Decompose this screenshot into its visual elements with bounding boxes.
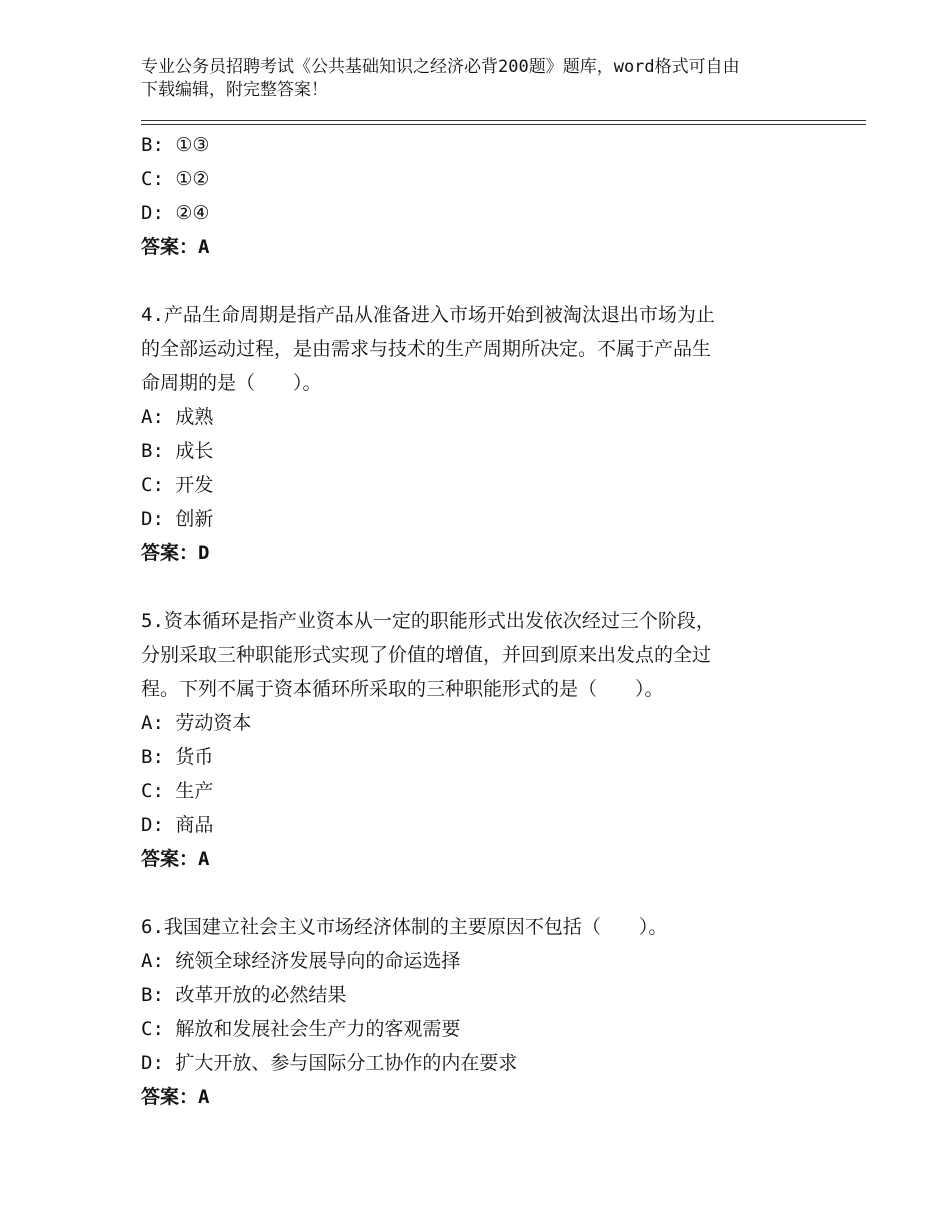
- question-text-line: 5.资本循环是指产业资本从一定的职能形式出发依次经过三个阶段，: [141, 610, 715, 632]
- option-c: C: ①②: [141, 168, 210, 190]
- header-divider-bottom: [141, 124, 866, 125]
- question-4: [141, 298, 841, 570]
- option-c: C: 开发: [141, 474, 214, 496]
- question-3: [141, 128, 841, 264]
- question-text-line: 4.产品生命周期是指产品从准备进入市场开始到被淘汰退出市场为止: [141, 304, 715, 326]
- question-text-line: 分别采取三种职能形式实现了价值的增值，并回到原来出发点的全过: [141, 644, 712, 666]
- answer: 答案：A: [141, 236, 210, 258]
- question-text-line: 6.我国建立社会主义市场经济体制的主要原因不包括（ ）。: [141, 916, 668, 938]
- question-text-line: 命周期的是（ ）。: [141, 372, 322, 394]
- answer: 答案：D: [141, 542, 210, 564]
- spacer: [141, 264, 841, 298]
- option-c: C: 解放和发展社会生产力的客观需要: [141, 1018, 461, 1040]
- option-d: D: ②④: [141, 202, 210, 224]
- question-text-line: 的全部运动过程，是由需求与技术的生产周期所决定。不属于产品生: [141, 338, 712, 360]
- option-b: B: 成长: [141, 440, 214, 462]
- spacer: [141, 876, 841, 910]
- question-6: [141, 910, 841, 1114]
- spacer: [141, 570, 841, 604]
- question-text-line: 程。下列不属于资本循环所采取的三种职能形式的是（ ）。: [141, 678, 664, 700]
- option-c: C: 生产: [141, 780, 214, 802]
- option-d: D: 扩大开放、参与国际分工协作的内在要求: [141, 1052, 518, 1074]
- header-divider-top: [141, 120, 866, 121]
- option-a: A: 成熟: [141, 406, 214, 428]
- option-a: A: 劳动资本: [141, 712, 252, 734]
- answer: 答案：A: [141, 848, 210, 870]
- answer: 答案：A: [141, 1086, 210, 1108]
- header-line-2: 下载编辑，附完整答案！: [141, 80, 328, 100]
- header-line-1: 专业公务员招聘考试《公共基础知识之经济必背200题》题库，word格式可自由: [141, 57, 740, 77]
- option-b: B: ①③: [141, 134, 210, 156]
- option-b: B: 货币: [141, 746, 214, 768]
- question-5: [141, 604, 841, 876]
- document-header: [141, 56, 821, 102]
- option-d: D: 商品: [141, 814, 214, 836]
- question-list: [141, 128, 841, 1114]
- option-d: D: 创新: [141, 508, 214, 530]
- option-b: B: 改革开放的必然结果: [141, 984, 347, 1006]
- option-a: A: 统领全球经济发展导向的命运选择: [141, 950, 461, 972]
